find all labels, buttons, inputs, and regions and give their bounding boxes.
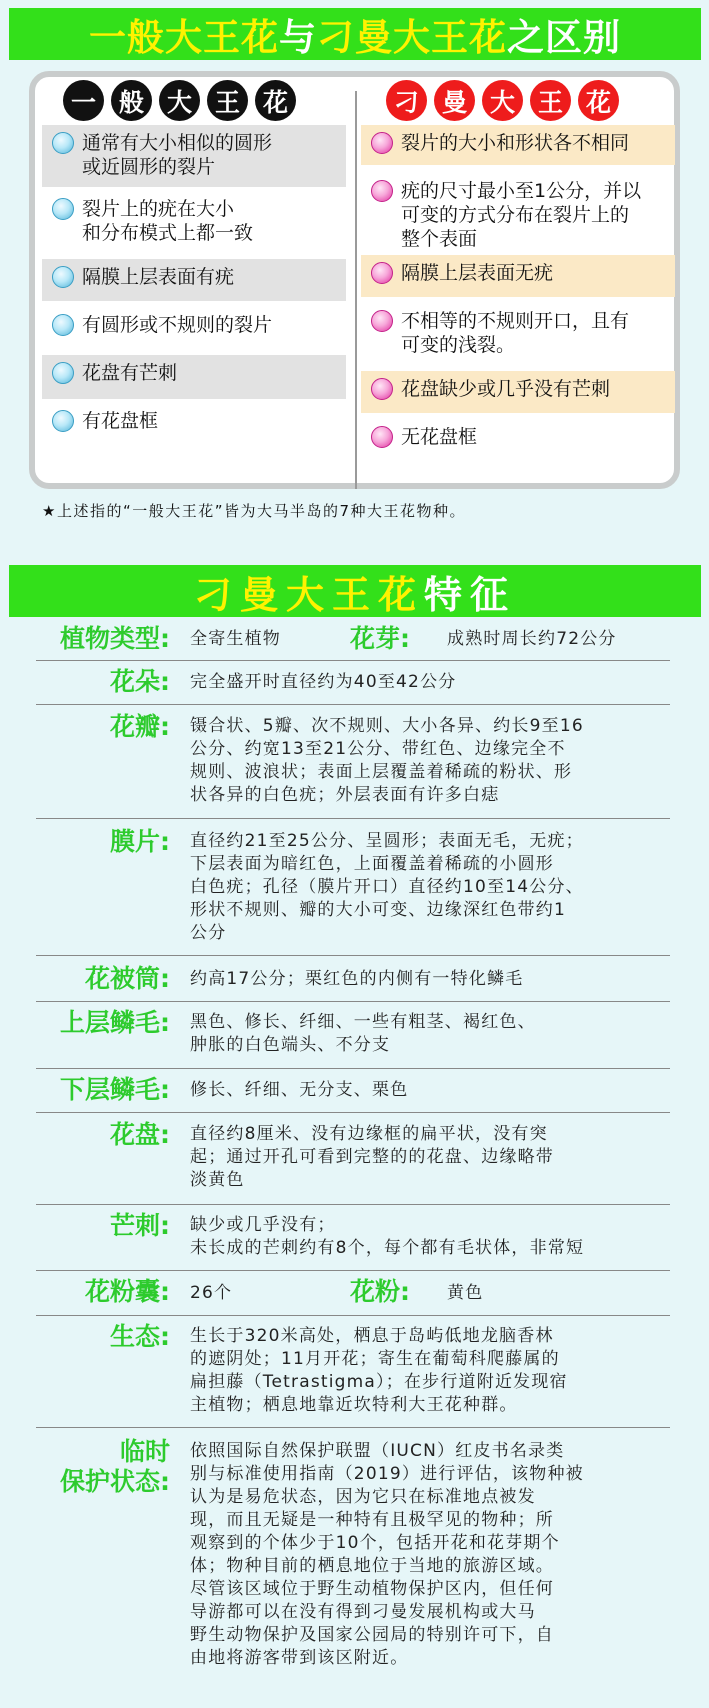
tioman-item [361, 173, 675, 255]
feature-label: 膜片: [110, 827, 170, 856]
common-item-text: 有圆形或不规则的裂片 [82, 314, 273, 336]
tioman-item-text: 隔膜上层表面无疣 [401, 262, 554, 284]
tioman-item-text: 不相等的不规则开口，且有 可变的浅裂。 [401, 310, 630, 356]
feature-label: 临时 保护状态: [60, 1437, 170, 1496]
heading-char: 花 [578, 80, 619, 121]
tioman-item-text: 无花盘框 [401, 426, 478, 448]
common-item [42, 191, 346, 251]
blue-circle-bullet-icon [52, 410, 74, 432]
common-item [42, 259, 346, 301]
comparison-title-part2: 刁曼大王花 [317, 16, 507, 59]
row-separator [36, 1270, 670, 1271]
common-item-text: 隔膜上层表面有疣 [82, 266, 235, 288]
row-separator [36, 660, 670, 661]
feature-label: 生态: [110, 1322, 170, 1351]
feature-value: 直径约8厘米、没有边缘框的扁平状，没有突 起；通过开孔可看到完整的的花盘、边缘略带 淡黄色 [190, 1124, 554, 1190]
comparison-title-part1: 一般大王花 [89, 16, 279, 59]
row-separator [36, 1112, 670, 1113]
heading-char: 王 [207, 80, 248, 121]
tioman-item-text: 疣的尺寸最小至1公分，并以 可变的方式分布在裂片上的 整个表面 [401, 180, 642, 250]
blue-circle-bullet-icon [52, 132, 74, 154]
feature-value: 修长、纤细、无分支、栗色 [190, 1080, 409, 1100]
feature-value: 黑色、修长、纤细、一些有粗茎、褐红色、 肿胀的白色端头、不分支 [190, 1012, 536, 1055]
feature-label: 下层鳞毛: [60, 1075, 170, 1104]
feature-value: 成熟时周长约72公分 [447, 629, 617, 649]
tioman-rafflesia-heading [386, 80, 619, 121]
feature-label: 芒刺: [110, 1211, 170, 1240]
feature-label: 花被筒: [85, 964, 170, 993]
row-separator [36, 818, 670, 819]
pink-circle-bullet-icon [371, 180, 393, 202]
comparison-panel [29, 71, 680, 489]
heading-char: 大 [482, 80, 523, 121]
tioman-item-text: 花盘缺少或几乎没有芒刺 [401, 378, 611, 400]
heading-char: 花 [255, 80, 296, 121]
blue-circle-bullet-icon [52, 314, 74, 336]
feature-label: 花朵: [110, 667, 170, 696]
feature-value: 依照国际自然保护联盟（IUCN）红皮书名录类 别与标准使用指南（2019）进行评估，该物种被 认为是易危状态，因为它只在标准地点被发 现，而且无疑是一种特有且极罕见的物种；所 观察到的个体少于10个，包括开花和花芽期个 体；物种目前的栖息地位于当地的旅游区域。 尽管该区域位于野生动植物保护区内，但任何 导游都可以在没有得到刁曼发展机构或大马 野生动物保护及国家公园局的特别许可下，自 由地将游客带到该区附近。 [190, 1441, 584, 1668]
feature-value: 全寄生植物 [190, 629, 281, 649]
feature-value: 约高17公分；栗红色的内侧有一特化鳞毛 [190, 969, 524, 989]
row-separator [36, 1068, 670, 1069]
common-item-text: 花盘有芒刺 [82, 362, 178, 384]
heading-char: 曼 [434, 80, 475, 121]
heading-char: 王 [530, 80, 571, 121]
heading-char: 一 [63, 80, 104, 121]
pink-circle-bullet-icon [371, 262, 393, 284]
feature-label: 花芽: [350, 624, 410, 653]
row-separator [36, 955, 670, 956]
tioman-item [361, 125, 675, 165]
feature-value: 缺少或几乎没有； 未长成的芒刺约有8个，每个都有毛状体，非常短 [190, 1215, 585, 1258]
feature-label: 花瓣: [110, 712, 170, 741]
common-item [42, 355, 346, 399]
tioman-item [361, 303, 675, 365]
pink-circle-bullet-icon [371, 378, 393, 400]
blue-circle-bullet-icon [52, 198, 74, 220]
row-separator [36, 1427, 670, 1428]
feature-value: 镊合状、5瓣、次不规则、大小各异、约长9至16 公分、约宽13至21公分、带红色、边缘完全不 规则、波浪状；表面上层覆盖着稀疏的粉状、形 状各异的白色疣；外层表面有许多白痣 [190, 716, 584, 805]
pink-circle-bullet-icon [371, 132, 393, 154]
row-separator [36, 1315, 670, 1316]
features-title-name: 刁曼大王花 [193, 572, 424, 617]
common-item-text: 裂片上的疣在大小 和分布模式上都一致 [82, 198, 254, 244]
comparison-title-suffix: 之区别 [507, 16, 621, 59]
column-divider [355, 91, 357, 489]
heading-char: 大 [159, 80, 200, 121]
row-separator [36, 704, 670, 705]
feature-value: 完全盛开时直径约为40至42公分 [190, 672, 457, 692]
row-separator [36, 1001, 670, 1002]
footnote: ★上述指的“一般大王花”皆为大马半岛的7种大王花物种。 [42, 502, 467, 520]
row-separator [36, 1204, 670, 1205]
blue-circle-bullet-icon [52, 362, 74, 384]
comparison-title-banner [9, 8, 701, 60]
feature-label: 花粉囊: [85, 1277, 170, 1306]
pink-circle-bullet-icon [371, 426, 393, 448]
feature-value: 生长于320米高处，栖息于岛屿低地龙脑香林 的遮阴处；11月开花；寄生在葡萄科爬藤属的 扁担藤（Tetrastigma）；在步行道附近发现宿 主植物；栖息地靠近坎特利大王花种群。 [190, 1326, 568, 1415]
tioman-item [361, 419, 675, 463]
features-title-banner [9, 565, 701, 617]
tioman-item [361, 255, 675, 297]
feature-label: 上层鳞毛: [60, 1008, 170, 1037]
feature-label: 花盘: [110, 1120, 170, 1149]
heading-char: 刁 [386, 80, 427, 121]
feature-label: 植物类型: [60, 624, 170, 653]
common-rafflesia-heading [63, 80, 296, 121]
feature-value: 26个 [190, 1283, 233, 1303]
tioman-item-text: 裂片的大小和形状各不相同 [401, 132, 630, 154]
feature-label: 花粉: [350, 1277, 410, 1306]
common-item-text: 通常有大小相似的圆形 或近圆形的裂片 [82, 132, 273, 178]
heading-char: 般 [111, 80, 152, 121]
comparison-title-conj: 与 [279, 16, 317, 59]
pink-circle-bullet-icon [371, 310, 393, 332]
common-item [42, 403, 346, 447]
common-item [42, 307, 346, 349]
common-item [42, 125, 346, 187]
feature-value: 直径约21至25公分、呈圆形；表面无毛，无疣； 下层表面为暗红色，上面覆盖着稀疏的小圆形 白色疣；孔径（膜片开口）直径约10至14公分、 形状不规则、瓣的大小可变、边缘深红色带约1 公分 [190, 831, 584, 943]
tioman-item [361, 371, 675, 413]
feature-value: 黄色 [447, 1283, 484, 1303]
common-item-text: 有花盘框 [82, 410, 159, 432]
features-title-suffix: 特征 [424, 572, 517, 617]
blue-circle-bullet-icon [52, 266, 74, 288]
